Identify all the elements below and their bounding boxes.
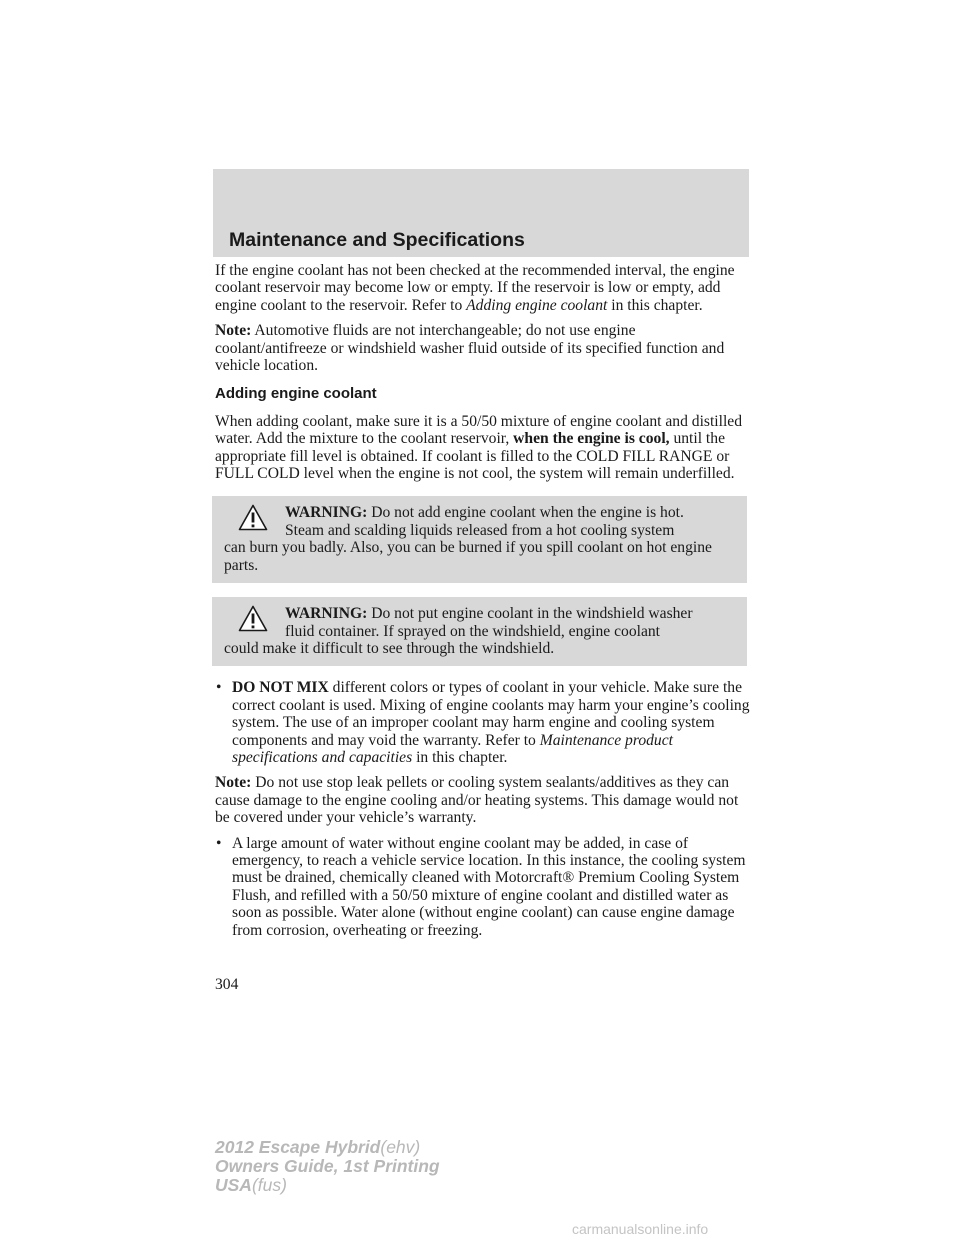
bullet-reference: Maintenance product specifications and capacities bbox=[232, 731, 673, 766]
note-paragraph-1: Note: Automotive fluids are not interchangeable; do not use engine coolant/antifreeze or windshield washer fluid outside of its specified function and vehicle location. bbox=[215, 322, 725, 375]
page-content bbox=[215, 262, 750, 947]
warning-triangle-icon bbox=[238, 605, 268, 632]
print-footer: 2012 Escape Hybrid(ehv) Owners Guide, 1st Printing USA(fus) bbox=[215, 1137, 440, 1195]
adding-paragraph: When adding coolant, make sure it is a 50/50 mixture of engine coolant and distilled water. Add the mixture to the coolant reservoir, when the engine is cool, until the appropriate fill level is obtained. If coolant is filled to the COLD FILL RANGE or FULL COLD level when the engine is not cool, the system will remain underfilled. bbox=[215, 412, 743, 483]
note-label: Note: bbox=[215, 322, 252, 340]
bullet-water-emergency: • A large amount of water without engine coolant may be added, in case of emergency, to reach a vehicle service location. In this instance, the cooling system must be drained, chemically cleaned with Motorcraft® Premium Cooling System Flush, and refilled with a 50/50 mixture of engine coolant and distilled water as soon as possible. Water alone (without engine coolant) can cause engine damage from corrosion, overheating or freezing. bbox=[216, 834, 746, 939]
bullet-emphasis: DO NOT MIX bbox=[232, 679, 329, 697]
note-label: Note: bbox=[215, 774, 252, 792]
watermark-text: carmanualsonline.info bbox=[572, 1221, 709, 1237]
intro-reference: Adding engine coolant bbox=[466, 296, 608, 314]
bullet-symbol: • bbox=[216, 679, 222, 697]
section-title: Maintenance and Specifications bbox=[229, 229, 525, 251]
warning-box-hot-engine: WARNING: Do not add engine coolant when the engine is hot. Steam and scalding liquids released from a hot cooling system can burn you badly. Also, you can be burned if you spill coolant on hot engine parts. bbox=[212, 496, 747, 583]
note-paragraph-2: Note: Do not use stop leak pellets or cooling system sealants/additives as they can cause damage to the engine cooling and/or heating systems. This damage would not be covered under your vehicle’s warranty. bbox=[215, 774, 739, 827]
warning-triangle-icon bbox=[238, 504, 268, 531]
intro-paragraph: If the engine coolant has not been checked at the recommended interval, the engine coolant reservoir may become low or empty. If the reservoir is low or empty, add engine coolant to the reservoir. Refer to Adding engine coolant in this chapter. bbox=[215, 262, 735, 314]
warning-label: WARNING: bbox=[285, 504, 368, 522]
subheading-adding-engine-coolant: Adding engine coolant bbox=[215, 385, 377, 403]
adding-emphasis: when the engine is cool, bbox=[513, 430, 670, 448]
page-number: 304 bbox=[215, 976, 239, 993]
warning-box-washer-fluid: WARNING: Do not put engine coolant in the windshield washer fluid container. If sprayed on the windshield, engine coolant could make it difficult to see through the windshield. bbox=[212, 597, 747, 666]
warning-label: WARNING: bbox=[285, 605, 368, 623]
bullet-symbol: • bbox=[216, 834, 222, 852]
bullet-do-not-mix: • DO NOT MIX different colors or types of coolant in your vehicle. Make sure the correct coolant is used. Mixing of engine coolants may harm your engine’s cooling system. The use of an improper coolant may harm engine and cooling system components and may void the warranty. Refer to Maintenance product specifications and capacities in this chapter. bbox=[216, 679, 750, 766]
